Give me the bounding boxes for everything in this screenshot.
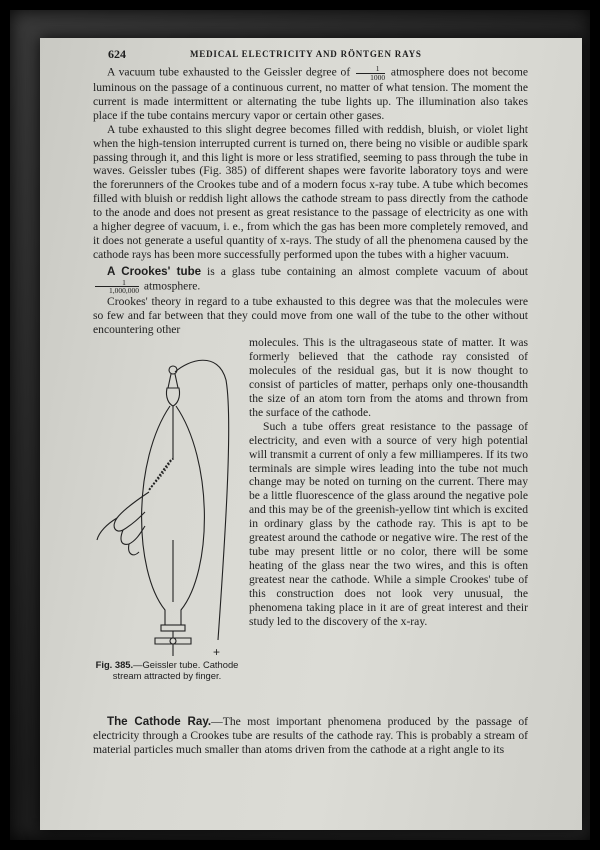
page-number: 624	[108, 47, 126, 61]
photo-frame	[10, 10, 590, 840]
paragraph-1	[93, 65, 528, 123]
paragraph-4-rest: molecules. This is the ultragaseous state of matter. It was formerly believed that the cathode ray consisted of molecules of the residual gas, but it is now thought to consist of particles of matter, perhaps only one-thousandth the size of an atom torn from the atoms and thrown from the surface of the cathode.	[249, 336, 528, 419]
figure-caption-text: —Geissler tube. Cathode stream attracted by finger.	[112, 659, 239, 681]
paragraph-4-lead: Crookes' theory in regard to a tube exhausted to this degree was that the molecules were so few and far between that they could move from one wall of the tube to the other without encountering other	[93, 294, 528, 336]
p3-text-a: is a glass tube containing an almost complete vacuum of about	[201, 264, 528, 278]
p3-text-b: atmosphere.	[141, 279, 201, 293]
running-head: MEDICAL ELECTRICITY AND RÖNTGEN RAYS	[190, 49, 422, 59]
plus-sign: +	[213, 645, 221, 660]
fraction-numerator: 1	[122, 277, 126, 287]
p6-text: —The most important phenomena produced by the passage of electricity through a Crookes tube are results of the cathode ray. This is probably a stream of material particles much smaller than atoms driven from the cathode at a right angle to its	[93, 715, 528, 757]
book-page	[40, 38, 582, 830]
p1-text-a: A vacuum tube exhausted to the Geissler degree of	[107, 65, 355, 79]
geissler-tube-illustration	[93, 340, 243, 660]
paragraph-3	[93, 265, 528, 295]
cathode-ray-heading: The Cathode Ray.	[107, 715, 212, 729]
page-body	[93, 65, 528, 757]
figure-385	[93, 340, 243, 715]
figure-caption	[93, 660, 241, 681]
paragraph-5: Such a tube offers great resistance to the passage of electricity, and even with a source of very high potential will transmit a current of only a few milliamperes. If its two terminals are simple wires leading into the tube not much change may be noted on turning on the current. There may be a little fluorescence of the glass around the negative pole and this may be of the greenish-yellow tint which is excited in ordinary glass by the cathode ray. This is apt to be greatest around the cathode or negative wire. The rest of the tube may present little or no color, there will be some heating of the glass near the two wires, and this is often greatest near the cathode. While a simple Crookes' tube of this construction does not look very unusual, the phenomena taking place in it are of great interest and their study led to the discovery of the x-ray.	[249, 419, 528, 628]
crookes-tube-heading: A Crookes' tube	[107, 264, 202, 278]
figure-number: Fig. 385.	[95, 659, 134, 671]
paragraph-6	[93, 715, 528, 757]
paragraph-2: A tube exhausted to this slight degree becomes filled with reddish, bluish, or violet light when the high-tension interrupted current is turned on, there being no visible or audible spark passing through it, and this light is more or less stratified, seeming to pass through the tube in waves. Geissler tubes (Fig. 385) of different shapes were favorite laboratory toys and were the forerunners of the Crookes tube and of a modern focus x-ray tube. A tube which becomes filled with bluish or reddish light allows the cathode stream to pass directly from the cathode to the anode and does not present as great resistance to the passage of electricity as one with a higher degree of vacuum, i. e., from which the gas has been more completely removed, and it does not generate a useful quantity of x-rays. The study of all the phenomena caused by the cathode rays has been more successfully performed upon the tubes with a higher vacuum.	[93, 122, 528, 261]
p1-text-b: atmosphere does not become luminous on the passage of a continuous current, no matter of what tension. The moment the current is made intermittent or alternating the tube lights up. The illumination also takes place if the tube contains mercury vapor or certain other gases.	[93, 65, 529, 122]
fraction-denominator: 1000	[356, 73, 385, 82]
fraction-geissler	[356, 65, 385, 81]
fraction-denominator: 1,000,000	[95, 286, 139, 295]
page-header	[40, 47, 582, 61]
fraction-crookes	[95, 279, 139, 295]
fraction-numerator: 1	[375, 64, 380, 73]
